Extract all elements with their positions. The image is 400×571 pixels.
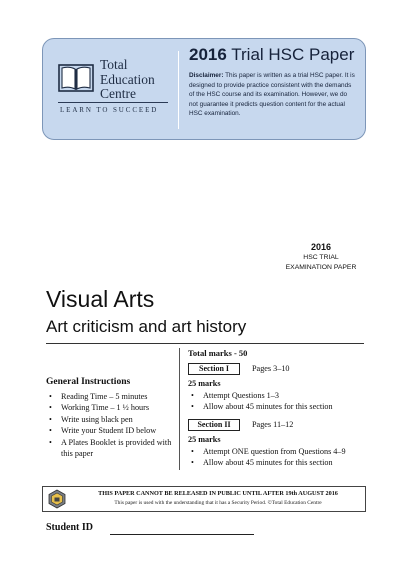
subject-title: Visual Arts <box>46 286 155 312</box>
logo-line-3: Centre <box>100 86 136 101</box>
student-id-label: Student ID <box>46 522 93 533</box>
instruction-item: • Write your Student ID below <box>48 425 172 436</box>
exam-tag-year: 2016 <box>310 242 332 252</box>
logo-divider <box>58 102 168 103</box>
logo-tagline: LEARN TO SUCCEED <box>60 106 159 114</box>
section-item: • Attempt Questions 1–3 <box>190 390 366 401</box>
paper-title-text: Trial HSC Paper <box>231 45 355 64</box>
open-book-icon <box>58 62 94 96</box>
marks-panel <box>179 348 366 470</box>
security-hexagon-icon <box>47 489 67 509</box>
section-item: • Allow about 45 minutes for this section <box>190 401 366 412</box>
logo <box>58 56 168 126</box>
disclaimer-label: Disclaimer: <box>189 72 224 79</box>
title-divider <box>46 343 364 344</box>
banner-separator <box>178 51 179 129</box>
exam-tag-line-3: EXAMINATION PAPER <box>285 264 357 271</box>
instruction-item: • Write using black pen <box>48 414 172 425</box>
section-2-pages: Pages 11–12 <box>252 420 294 429</box>
paper-year: 2016 <box>189 45 227 64</box>
general-instructions-heading: General Instructions <box>46 377 131 387</box>
disclaimer <box>189 71 357 119</box>
paper-title <box>189 45 354 65</box>
exam-tag-line-2: HSC TRIAL <box>303 253 339 261</box>
disclaimer-text: This paper is written as a trial HSC paper. It is designed to provide practice consistent with the demands of the HSC course and its examination. However, we do not guarantee it predicts question content for the actual HSC examination. <box>189 72 355 118</box>
total-marks: Total marks - 50 <box>188 348 248 358</box>
topic-title: Art criticism and art history <box>46 317 247 336</box>
instruction-item: • Working Time – 1 ½ hours <box>48 402 172 413</box>
section-2-label: Section II <box>188 419 240 431</box>
section-item: • Attempt ONE question from Questions 4–9 <box>190 446 366 457</box>
section-1-pages: Pages 3–10 <box>252 364 290 373</box>
section-2-marks: 25 marks <box>188 435 221 444</box>
section-1-marks: 25 marks <box>188 379 221 388</box>
notice-sub-text: This paper is used with the understanding that it has a Security Period. ©Total Education Centre <box>114 500 322 506</box>
section-1-label: Section I <box>188 363 240 375</box>
general-instructions-list <box>48 391 172 459</box>
logo-wordmark <box>100 58 155 102</box>
section-item: • Allow about 45 minutes for this section <box>190 457 366 468</box>
instruction-item: • A Plates Booklet is provided with this paper <box>48 437 172 460</box>
section-2-list <box>190 446 366 469</box>
instruction-item: • Reading Time – 5 minutes <box>48 391 172 402</box>
header-banner <box>42 38 366 140</box>
student-id-field[interactable] <box>110 534 254 535</box>
logo-line-1: Total <box>100 57 128 72</box>
exam-tag <box>276 242 366 274</box>
notice-main-text: THIS PAPER CANNOT BE RELEASED IN PUBLIC UNTIL AFTER 19th AUGUST 2016 <box>98 490 338 497</box>
section-1-list <box>190 390 366 413</box>
logo-line-2: Education <box>100 71 155 87</box>
release-notice <box>42 486 366 512</box>
